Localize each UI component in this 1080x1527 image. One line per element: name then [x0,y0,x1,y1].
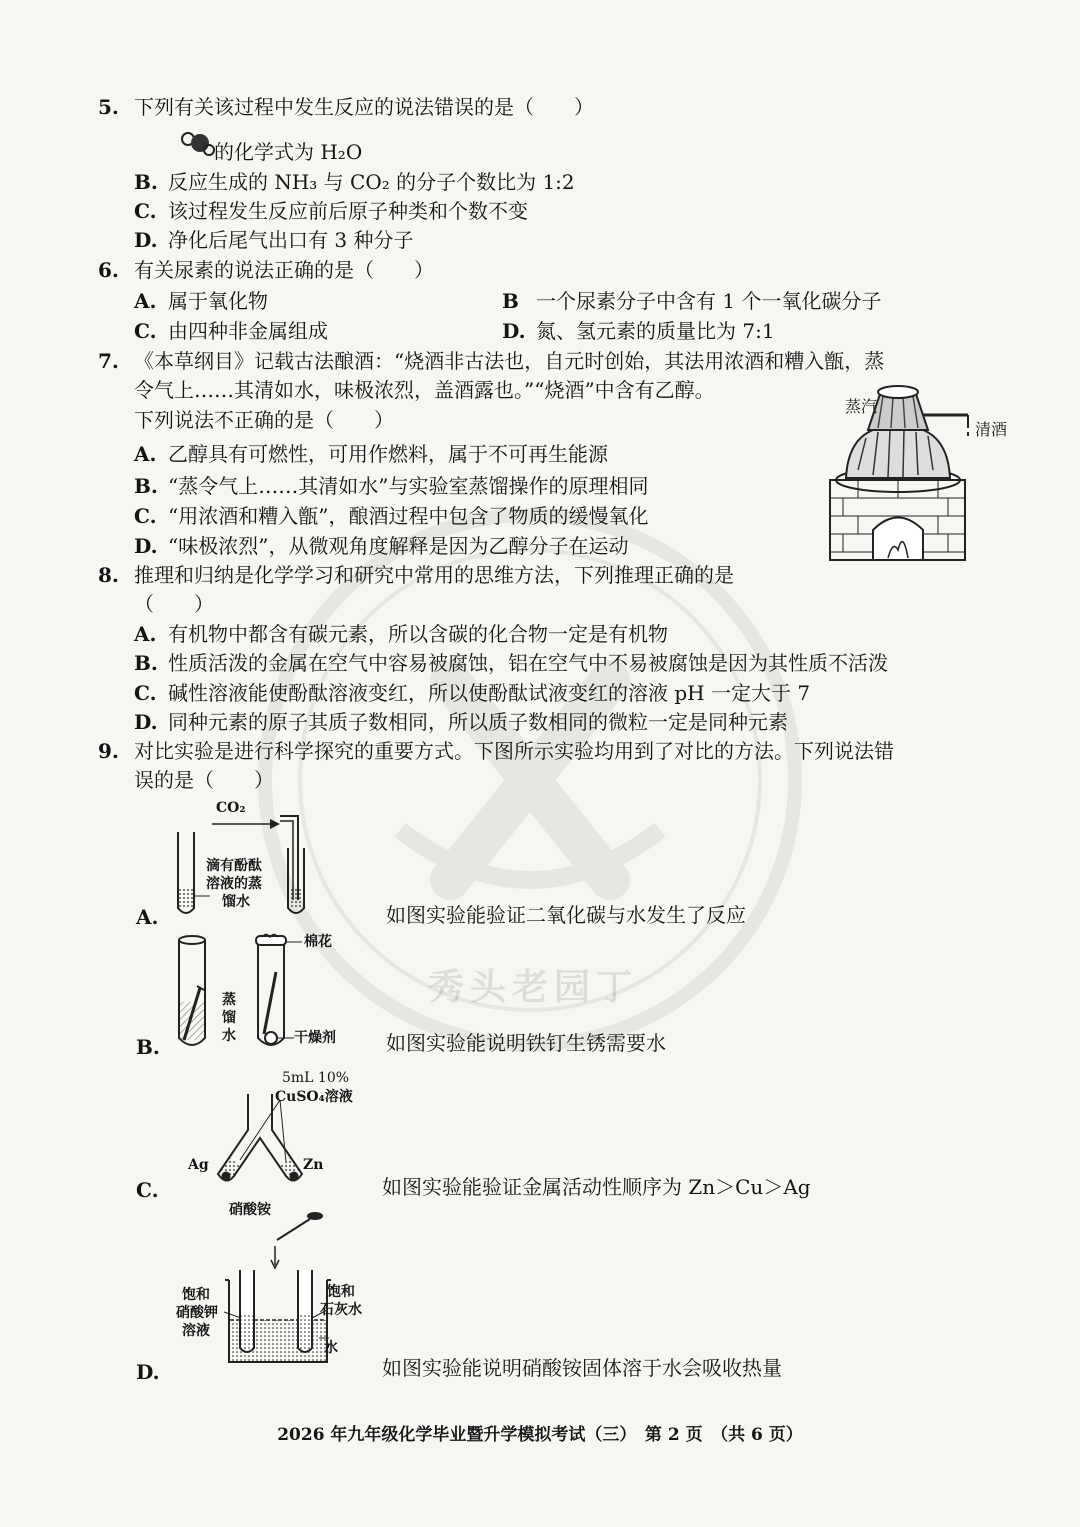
q5-option-b-text: 反应生成的 NH₃ 与 CO₂ 的分子个数比为 1:2 [168,170,575,194]
q9d-left-label-2: 硝酸钾 [176,1305,218,1321]
q7-number: 7. [98,349,119,373]
q7-option-d-text: “味极浓烈”，从微观角度解释是因为乙醇分子在运动 [168,534,629,558]
q7-option-d [134,533,628,559]
q6-number: 6. [98,258,119,282]
q5-option-c-letter: C. [134,199,157,223]
q9-stem-line2: 误的是（ ） [134,768,274,792]
q7-option-a-letter: A. [134,442,157,466]
q8-option-c [134,680,810,706]
q9d-right-label-2: 石灰水 [320,1302,362,1318]
q7-option-c [134,503,648,529]
q8-option-d [134,709,788,735]
q9a-label-line3: 馏水 [222,894,250,910]
still-steam-label: 蒸汽 [845,397,878,416]
q9a-label-line2: 溶液的蒸 [206,876,262,892]
q9d-left-label-1: 饱和 [182,1287,210,1303]
q9d-ammonium-nitrate-label: 硝酸铵 [229,1202,271,1218]
q8-option-b-letter: B. [134,651,158,675]
q9b-water-label-1: 蒸 [222,992,236,1008]
q8-option-b-text: 性质活泼的金属在空气中容易被腐蚀，铝在空气中不易被腐蚀是因为其性质不活泼 [168,651,888,675]
q9c-volume-label: 5mL 10% [282,1070,350,1086]
q5-number: 5. [98,95,119,119]
q9-number: 9. [98,739,119,763]
q9d-left-label-3: 溶液 [182,1323,210,1339]
q9-option-a-letter: A. [136,905,159,929]
q7-option-c-text: “用浓酒和糟入甑”，酿酒过程中包含了物质的缓慢氧化 [168,504,649,528]
q7-stem-line1: 《本草纲目》记载古法酿酒：“烧酒非古法也，自元时创始，其法用浓酒和糟入甑，蒸 [134,349,885,373]
q6-option-b-text: 一个尿素分子中含有 1 个一氧化碳分子 [536,289,882,313]
q9c-zn-label: Zn [303,1157,324,1173]
q6-option-d-letter: D. [502,319,526,343]
q9b-water-label-2: 馏 [222,1010,236,1026]
page-footer: 2026 年九年级化学毕业暨升学模拟考试（三） 第 2 页 （共 6 页） [277,1425,803,1445]
q6-option-a [134,288,268,314]
q8-stem-line1: 推理和归纳是化学学习和研究中常用的思维方法，下列推理正确的是 [134,563,734,587]
q8-option-d-text: 同种元素的原子其质子数相同，所以质子数相同的微粒一定是同种元素 [168,710,788,734]
q8-option-a [134,621,668,647]
q9a-label-line1: 滴有酚酞 [206,858,262,874]
q7-stem-line3: 下列说法不正确的是（ ） [134,408,394,432]
q9b-water-label-3: 水 [222,1028,236,1044]
q9a-co2-label: CO₂ [216,800,246,816]
q9-option-d-letter: D. [136,1360,160,1384]
still-liquor-label: 清酒 [975,420,1008,439]
q5-option-d [134,227,413,253]
watermark-text: 秀头老园丁 [428,966,639,1008]
q6-option-d-text: 氮、氢元素的质量比为 7:1 [536,319,775,343]
q8-option-b [134,650,888,676]
q7-option-b [134,473,648,499]
q6-stem: 有关尿素的说法正确的是（ ） [134,258,434,282]
q7-stem-line2: 令气上……其清如水，味极浓烈，盖酒露也。”“烧酒”中含有乙醇。 [134,378,715,402]
q6-option-a-letter: A. [134,289,157,313]
q5-option-d-letter: D. [134,228,158,252]
q8-option-d-letter: D. [134,710,158,734]
q9-option-c-text: 如图实验能验证金属活动性顺序为 Zn＞Cu＞Ag [382,1175,811,1199]
water-molecule-icon [178,130,214,158]
q8-number: 8. [98,563,119,587]
q6-option-c [134,318,328,344]
q5-option-c-text: 该过程发生反应前后原子种类和个数不变 [168,199,528,223]
q6-option-b-letter: B [502,289,519,313]
q9-option-b-letter: B. [136,1035,160,1059]
q8-stem-line2: （ ） [134,592,214,616]
q9d-water-label: 水 [324,1340,338,1356]
q9b-desiccant-label: 干燥剂 [294,1030,336,1046]
q8-option-a-text: 有机物中都含有碳元素，所以含碳的化合物一定是有机物 [168,622,668,646]
q6-option-a-text: 属于氧化物 [168,289,268,313]
q9-option-a-text: 如图实验能验证二氧化碳与水发生了反应 [386,903,746,927]
q9-option-b-text: 如图实验能说明铁钉生锈需要水 [386,1031,666,1055]
q9c-ag-label: Ag [188,1157,209,1173]
q9-option-d-text: 如图实验能说明硝酸铵固体溶于水会吸收热量 [382,1356,782,1380]
q6-option-b [502,288,881,314]
q5-option-b-letter: B. [134,170,158,194]
q7-option-a-text: 乙醇具有可燃性，可用作燃料，属于不可再生能源 [168,442,608,466]
q7-option-d-letter: D. [134,534,158,558]
q9b-cotton-label: 棉花 [304,934,332,950]
q7-option-b-letter: B. [134,474,158,498]
q9c-solution-label: CuSO₄溶液 [275,1089,353,1105]
q8-option-a-letter: A. [134,622,157,646]
q5-option-a-text: 的化学式为 H₂O [214,140,363,164]
q9d-right-label-1: 饱和 [327,1284,355,1300]
q6-option-c-text: 由四种非金属组成 [168,319,328,343]
q6-option-c-letter: C. [134,319,157,343]
q9-option-c-letter: C. [136,1178,159,1202]
q5-option-c [134,198,528,224]
q5-stem: 下列有关该过程中发生反应的说法错误的是（ ） [134,95,594,119]
q5-option-d-text: 净化后尾气出口有 3 种分子 [168,228,414,252]
q7-option-b-text: “蒸令气上……其清如水”与实验室蒸馏操作的原理相同 [168,474,649,498]
q7-option-a [134,441,608,467]
q9-stem-line1: 对比实验是进行科学探究的重要方式。下图所示实验均用到了对比的方法。下列说法错 [134,739,894,763]
q8-option-c-text: 碱性溶液能使酚酞溶液变红，所以使酚酞试液变红的溶液 pH 一定大于 7 [168,681,811,705]
q8-option-c-letter: C. [134,681,157,705]
q5-option-b [134,169,575,195]
q7-option-c-letter: C. [134,504,157,528]
q6-option-d [502,318,775,344]
